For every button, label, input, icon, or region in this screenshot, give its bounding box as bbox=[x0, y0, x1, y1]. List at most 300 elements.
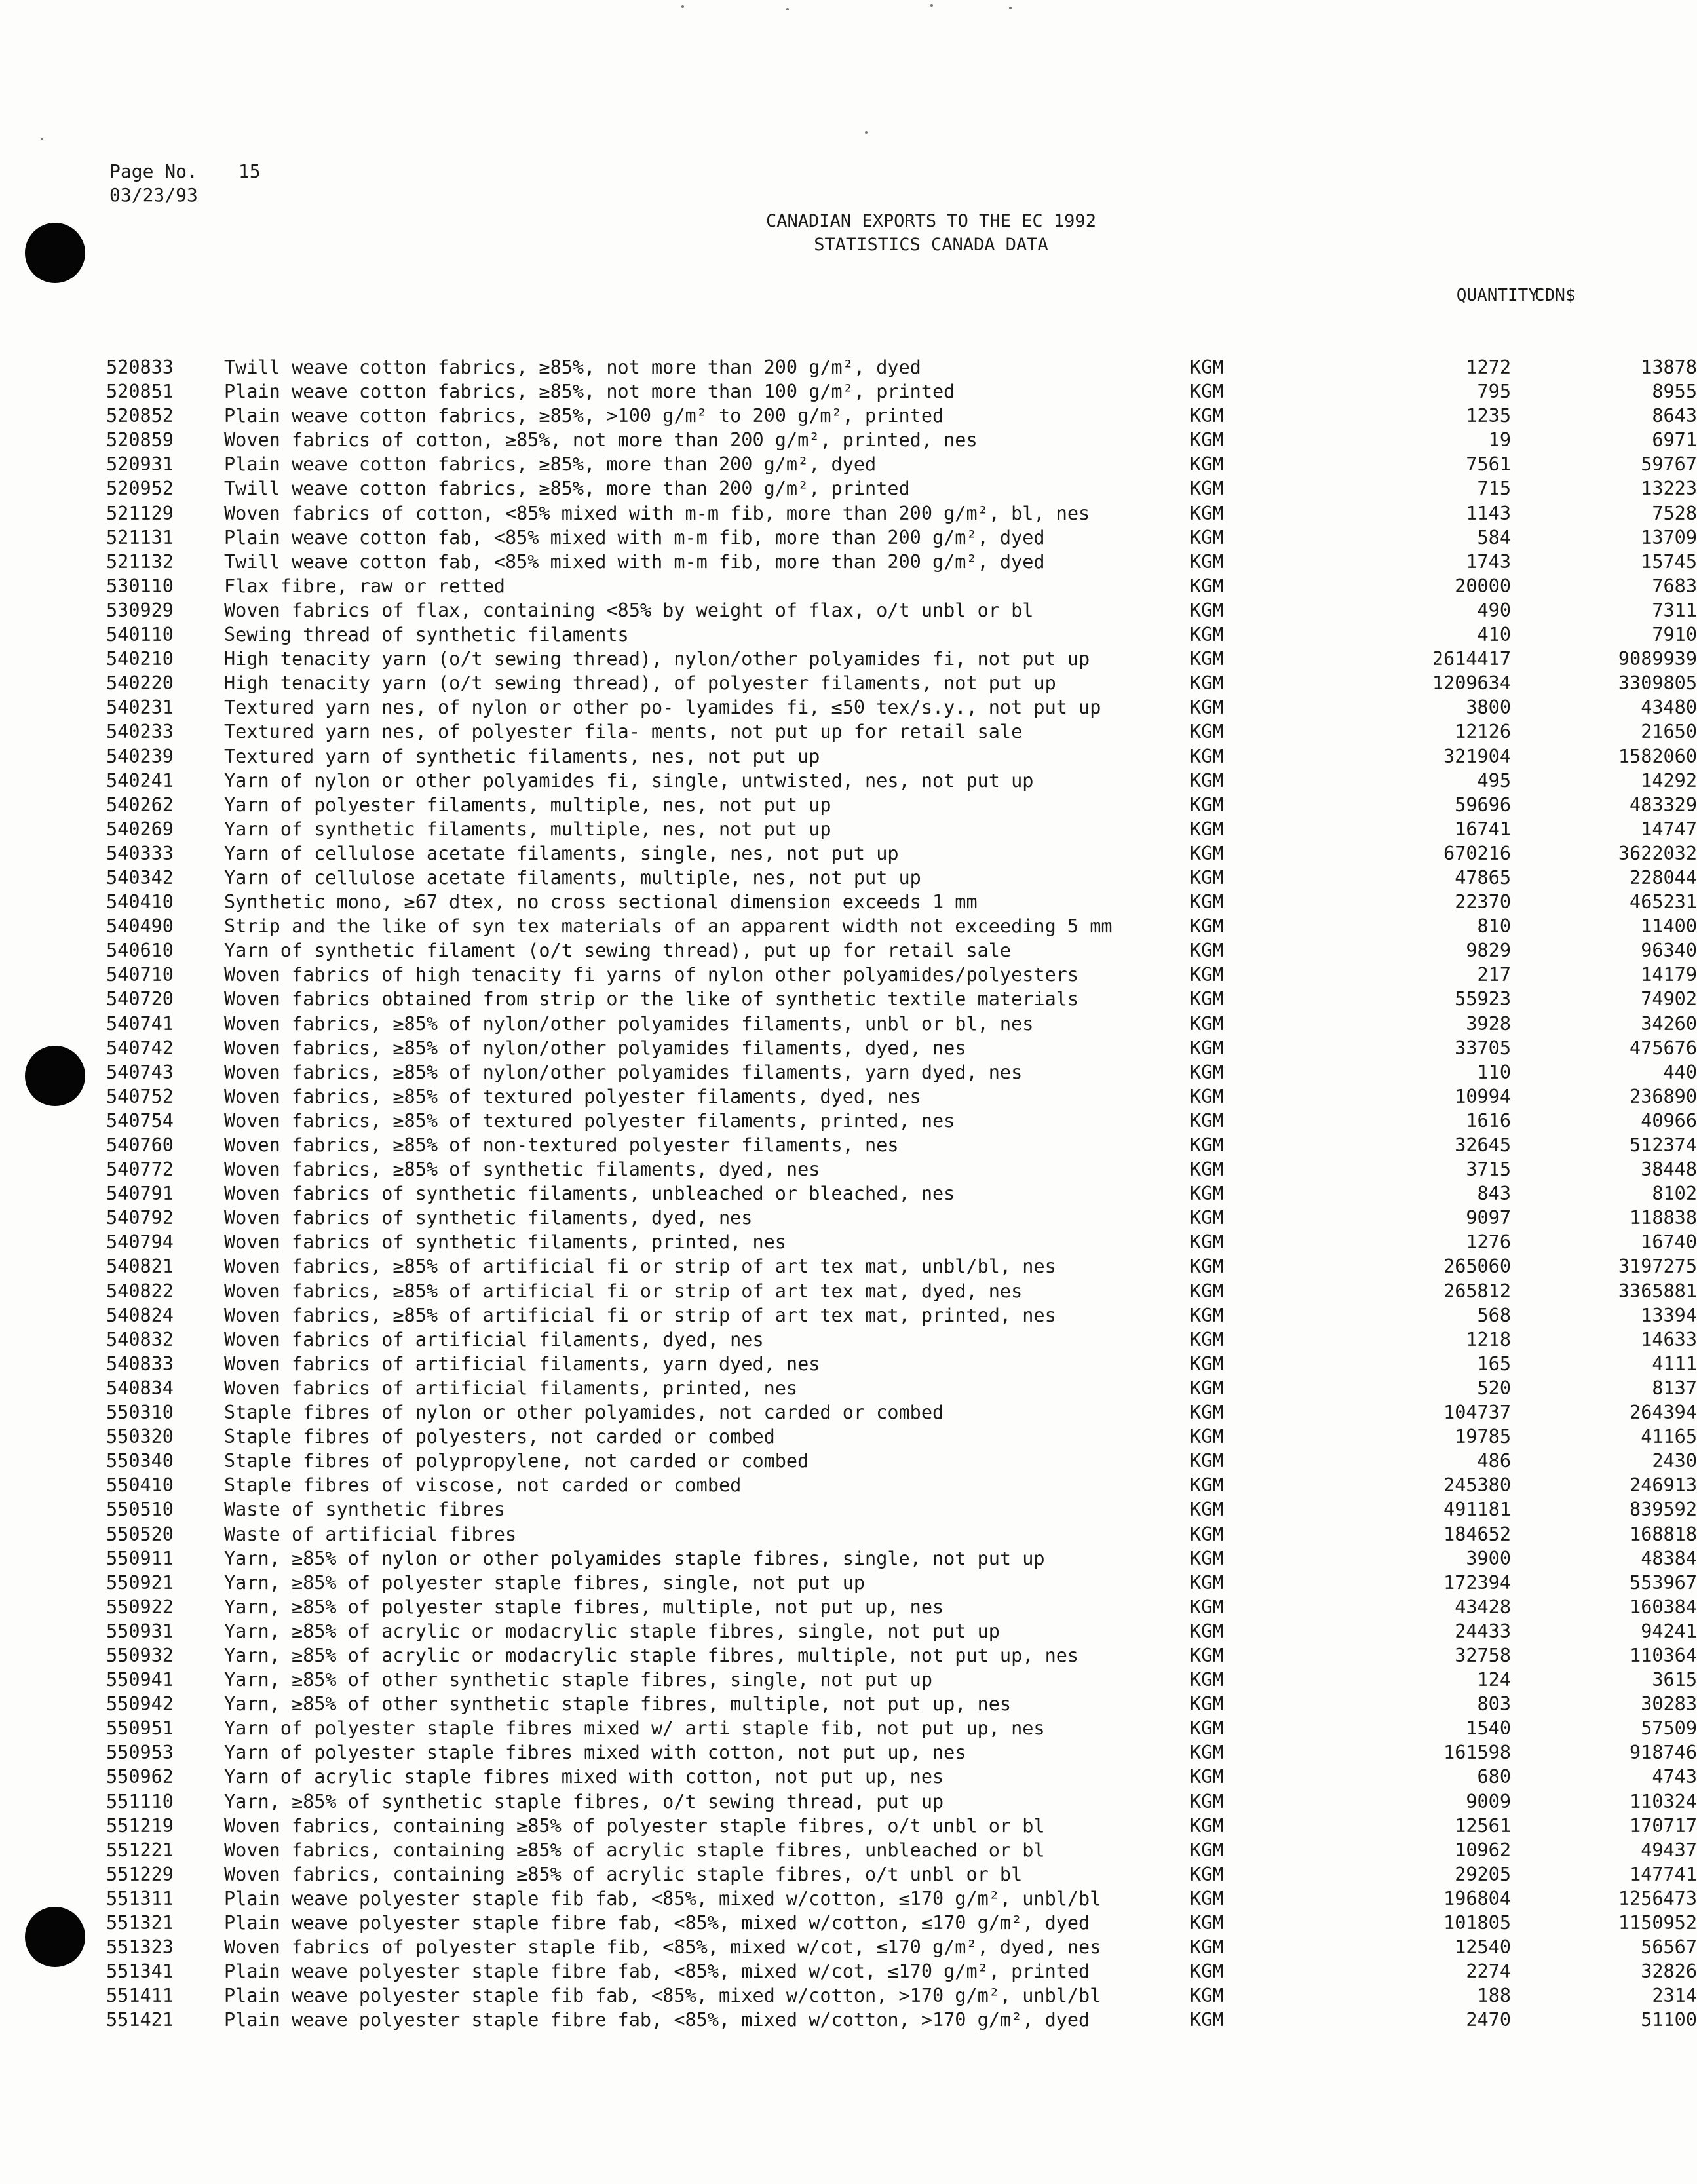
cdn-value: 118838 bbox=[1630, 1207, 1697, 1229]
quantity-value: 321904 bbox=[1443, 745, 1511, 767]
commodity-description: Woven fabrics, ≥85% of textured polyester filaments, dyed, nes bbox=[224, 1085, 921, 1107]
commodity-description: Yarn of polyester staple fibres mixed with cotton, not put up, nes bbox=[224, 1742, 966, 1764]
commodity-code: 551221 bbox=[106, 1839, 174, 1861]
commodity-code: 550310 bbox=[106, 1402, 174, 1424]
cdn-value: 110364 bbox=[1630, 1644, 1697, 1666]
quantity-value: 680 bbox=[1477, 1766, 1511, 1788]
quantity-value: 55923 bbox=[1455, 988, 1511, 1010]
unit-of-measure: KGM bbox=[1190, 429, 1224, 451]
unit-of-measure: KGM bbox=[1190, 1207, 1224, 1229]
unit-of-measure: KGM bbox=[1190, 453, 1224, 476]
commodity-description: Plain weave cotton fab, <85% mixed with m-m fib, more than 200 g/m², dyed bbox=[224, 526, 1045, 548]
unit-of-measure: KGM bbox=[1190, 745, 1224, 767]
cdn-value: 465231 bbox=[1630, 891, 1697, 913]
report-subtitle: STATISTICS CANADA DATA bbox=[814, 235, 1048, 255]
commodity-code: 520833 bbox=[106, 356, 174, 378]
unit-of-measure: KGM bbox=[1190, 599, 1224, 621]
commodity-description: Yarn, ≥85% of acrylic or modacrylic staple fibres, multiple, not put up, nes bbox=[224, 1644, 1079, 1666]
quantity-value: 12561 bbox=[1455, 1814, 1511, 1837]
cdn-value: 3197275 bbox=[1618, 1255, 1697, 1278]
table-row bbox=[98, 1012, 1697, 1036]
cdn-value: 51100 bbox=[1641, 2009, 1697, 2031]
page-info bbox=[109, 160, 261, 207]
quantity-value: 172394 bbox=[1443, 1571, 1511, 1594]
commodity-description: Yarn of polyester staple fibres mixed w/ arti staple fib, not put up, nes bbox=[224, 1717, 1045, 1740]
commodity-description: Strip and the like of syn tex materials of an apparent width not exceeding 5 mm bbox=[224, 915, 1113, 938]
commodity-code: 540772 bbox=[106, 1159, 174, 1181]
cdn-value: 34260 bbox=[1641, 1012, 1697, 1035]
quantity-value: 9097 bbox=[1466, 1207, 1511, 1229]
unit-of-measure: KGM bbox=[1190, 1474, 1224, 1497]
table-row bbox=[98, 817, 1697, 841]
unit-of-measure: KGM bbox=[1190, 1499, 1224, 1521]
quantity-value: 101805 bbox=[1443, 1912, 1511, 1934]
cdn-value: 32826 bbox=[1641, 1961, 1697, 1983]
commodity-description: Yarn, ≥85% of synthetic staple fibres, o/t sewing thread, put up bbox=[224, 1790, 944, 1812]
commodity-code: 540342 bbox=[106, 866, 174, 889]
quantity-value: 245380 bbox=[1443, 1474, 1511, 1497]
unit-of-measure: KGM bbox=[1190, 648, 1224, 670]
table-row bbox=[98, 1303, 1697, 1328]
commodity-description: Textured yarn nes, of polyester fila- ments, not put up for retail sale bbox=[224, 721, 1023, 743]
cdn-value: 15745 bbox=[1641, 550, 1697, 573]
quantity-value: 217 bbox=[1477, 964, 1511, 986]
commodity-code: 550911 bbox=[106, 1547, 174, 1569]
cdn-value: 14292 bbox=[1641, 769, 1697, 792]
commodity-description: Yarn, ≥85% of other synthetic staple fibres, multiple, not put up, nes bbox=[224, 1693, 1012, 1715]
table-row bbox=[98, 1497, 1697, 1522]
cdn-value: 94241 bbox=[1641, 1620, 1697, 1642]
commodity-description: Plain weave cotton fabrics, ≥85%, more than 200 g/m², dyed bbox=[224, 453, 877, 476]
unit-of-measure: KGM bbox=[1190, 1159, 1224, 1181]
commodity-description: Sewing thread of synthetic filaments bbox=[224, 624, 629, 646]
cdn-value: 3365881 bbox=[1618, 1280, 1697, 1302]
quantity-value: 1209634 bbox=[1432, 672, 1511, 695]
commodity-description: Yarn, ≥85% of acrylic or modacrylic staple fibres, single, not put up bbox=[224, 1620, 1000, 1642]
unit-of-measure: KGM bbox=[1190, 1814, 1224, 1837]
cdn-value: 3309805 bbox=[1618, 672, 1697, 695]
table-row bbox=[98, 719, 1697, 744]
commodity-description: Yarn of cellulose acetate filaments, single, nes, not put up bbox=[224, 842, 899, 864]
unit-of-measure: KGM bbox=[1190, 1426, 1224, 1448]
commodity-code: 550921 bbox=[106, 1571, 174, 1594]
cdn-value: 440 bbox=[1663, 1061, 1697, 1083]
commodity-description: Yarn of synthetic filaments, multiple, nes, not put up bbox=[224, 818, 831, 840]
commodity-code: 540231 bbox=[106, 697, 174, 719]
commodity-description: Woven fabrics of high tenacity fi yarns of nylon other polyamides/polyesters bbox=[224, 964, 1079, 986]
unit-of-measure: KGM bbox=[1190, 721, 1224, 743]
commodity-code: 550941 bbox=[106, 1669, 174, 1691]
cdn-value: 8102 bbox=[1652, 1183, 1697, 1205]
unit-of-measure: KGM bbox=[1190, 1402, 1224, 1424]
commodity-description: Waste of synthetic fibres bbox=[224, 1499, 505, 1521]
quantity-value: 10962 bbox=[1455, 1839, 1511, 1861]
cdn-value: 264394 bbox=[1630, 1402, 1697, 1424]
commodity-description: Woven fabrics, ≥85% of textured polyester filaments, printed, nes bbox=[224, 1109, 955, 1132]
commodity-code: 540239 bbox=[106, 745, 174, 767]
cdn-value: 13709 bbox=[1641, 526, 1697, 548]
quantity-value: 491181 bbox=[1443, 1499, 1511, 1521]
commodity-description: Flax fibre, raw or retted bbox=[224, 575, 505, 597]
commodity-description: High tenacity yarn (o/t sewing thread), of polyester filaments, not put up bbox=[224, 672, 1056, 695]
quantity-value: 1540 bbox=[1466, 1717, 1511, 1740]
commodity-code: 520852 bbox=[106, 405, 174, 427]
commodity-code: 540752 bbox=[106, 1085, 174, 1107]
commodity-description: Woven fabrics, ≥85% of non-textured polyester filaments, nes bbox=[224, 1134, 899, 1156]
table-row bbox=[98, 476, 1697, 501]
commodity-code: 540743 bbox=[106, 1061, 174, 1083]
commodity-code: 540269 bbox=[106, 818, 174, 840]
commodity-code: 540791 bbox=[106, 1183, 174, 1205]
commodity-description: Yarn, ≥85% of polyester staple fibres, single, not put up bbox=[224, 1571, 866, 1594]
commodity-description: Yarn, ≥85% of nylon or other polyamides staple fibres, single, not put up bbox=[224, 1547, 1045, 1569]
unit-of-measure: KGM bbox=[1190, 1644, 1224, 1666]
commodity-description: Woven fabrics of synthetic filaments, dyed, nes bbox=[224, 1207, 753, 1229]
table-row bbox=[98, 793, 1697, 817]
cdn-value: 246913 bbox=[1630, 1474, 1697, 1497]
quantity-value: 22370 bbox=[1455, 891, 1511, 913]
quantity-value: 265060 bbox=[1443, 1255, 1511, 1278]
table-row bbox=[98, 1546, 1697, 1571]
report-title: CANADIAN EXPORTS TO THE EC 1992 bbox=[766, 211, 1096, 231]
quantity-value: 1272 bbox=[1466, 356, 1511, 378]
quantity-value: 1143 bbox=[1466, 502, 1511, 524]
unit-of-measure: KGM bbox=[1190, 1887, 1224, 1909]
cdn-value: 110324 bbox=[1630, 1790, 1697, 1812]
quantity-value: 3800 bbox=[1466, 697, 1511, 719]
cdn-value: 21650 bbox=[1641, 721, 1697, 743]
quantity-value: 12540 bbox=[1455, 1936, 1511, 1959]
cdn-value: 839592 bbox=[1630, 1499, 1697, 1521]
quantity-value: 3928 bbox=[1466, 1012, 1511, 1035]
cdn-value: 512374 bbox=[1630, 1134, 1697, 1156]
commodity-code: 521129 bbox=[106, 502, 174, 524]
table-row bbox=[98, 1692, 1697, 1716]
cdn-value: 13878 bbox=[1641, 356, 1697, 378]
scan-speck bbox=[786, 8, 789, 10]
table-row bbox=[98, 671, 1697, 695]
quantity-value: 32758 bbox=[1455, 1644, 1511, 1666]
quantity-value: 1218 bbox=[1466, 1328, 1511, 1351]
commodity-code: 550931 bbox=[106, 1620, 174, 1642]
unit-of-measure: KGM bbox=[1190, 1523, 1224, 1545]
table-row bbox=[98, 987, 1697, 1011]
commodity-code: 551341 bbox=[106, 1961, 174, 1983]
quantity-value: 520 bbox=[1477, 1377, 1511, 1399]
commodity-code: 520952 bbox=[106, 478, 174, 500]
commodity-description: Waste of artificial fibres bbox=[224, 1523, 517, 1545]
quantity-value: 165 bbox=[1477, 1352, 1511, 1375]
cdn-value: 147741 bbox=[1630, 1863, 1697, 1885]
unit-of-measure: KGM bbox=[1190, 1085, 1224, 1107]
commodity-description: Woven fabrics, ≥85% of nylon/other polyamides filaments, yarn dyed, nes bbox=[224, 1061, 1023, 1083]
quantity-value: 1616 bbox=[1466, 1109, 1511, 1132]
quantity-value: 1743 bbox=[1466, 550, 1511, 573]
cdn-value: 11400 bbox=[1641, 915, 1697, 938]
commodity-description: Plain weave cotton fabrics, ≥85%, not more than 100 g/m², printed bbox=[224, 381, 955, 403]
unit-of-measure: KGM bbox=[1190, 1839, 1224, 1861]
quantity-value: 486 bbox=[1477, 1450, 1511, 1472]
unit-of-measure: KGM bbox=[1190, 1766, 1224, 1788]
unit-of-measure: KGM bbox=[1190, 1742, 1224, 1764]
commodity-description: Woven fabrics of cotton, ≥85%, not more than 200 g/m², printed, nes bbox=[224, 429, 978, 451]
table-row bbox=[98, 841, 1697, 866]
commodity-code: 551219 bbox=[106, 1814, 174, 1837]
commodity-description: Woven fabrics of artificial filaments, printed, nes bbox=[224, 1377, 798, 1399]
quantity-value: 47865 bbox=[1455, 866, 1511, 889]
scan-speck bbox=[865, 131, 868, 134]
table-row bbox=[98, 866, 1697, 890]
cdn-value: 9089939 bbox=[1618, 648, 1697, 670]
cdn-value: 918746 bbox=[1630, 1742, 1697, 1764]
commodity-description: High tenacity yarn (o/t sewing thread), nylon/other polyamides fi, not put up bbox=[224, 648, 1090, 670]
table-row bbox=[98, 1814, 1697, 1838]
table-row bbox=[98, 2008, 1697, 2032]
table-row bbox=[98, 1157, 1697, 1181]
table-row bbox=[98, 452, 1697, 476]
commodity-code: 550951 bbox=[106, 1717, 174, 1740]
quantity-value: 19 bbox=[1488, 429, 1511, 451]
unit-of-measure: KGM bbox=[1190, 866, 1224, 889]
commodity-code: 540824 bbox=[106, 1304, 174, 1326]
quantity-value: 3715 bbox=[1466, 1159, 1511, 1181]
cdn-value: 13394 bbox=[1641, 1304, 1697, 1326]
cdn-value: 59767 bbox=[1641, 453, 1697, 476]
commodity-code: 540833 bbox=[106, 1352, 174, 1375]
commodity-description: Woven fabrics, ≥85% of artificial fi or strip of art tex mat, unbl/bl, nes bbox=[224, 1255, 1056, 1278]
commodity-description: Woven fabrics, ≥85% of synthetic filaments, dyed, nes bbox=[224, 1159, 820, 1181]
table-row bbox=[98, 1133, 1697, 1157]
cdn-value: 57509 bbox=[1641, 1717, 1697, 1740]
table-row bbox=[98, 1522, 1697, 1546]
commodity-description: Woven fabrics, ≥85% of artificial fi or strip of art tex mat, dyed, nes bbox=[224, 1280, 1023, 1302]
table-row bbox=[98, 355, 1697, 379]
table-row bbox=[98, 598, 1697, 623]
commodity-code: 550942 bbox=[106, 1693, 174, 1715]
table-row bbox=[98, 1060, 1697, 1084]
punch-hole-bottom bbox=[25, 1907, 85, 1967]
quantity-value: 10994 bbox=[1455, 1085, 1511, 1107]
quantity-value: 124 bbox=[1477, 1669, 1511, 1691]
table-row bbox=[98, 1862, 1697, 1887]
commodity-description: Plain weave cotton fabrics, ≥85%, >100 g/m² to 200 g/m², printed bbox=[224, 405, 944, 427]
cdn-value: 1256473 bbox=[1618, 1887, 1697, 1909]
table-row bbox=[98, 1887, 1697, 1911]
quantity-value: 670216 bbox=[1443, 842, 1511, 864]
table-row bbox=[98, 890, 1697, 914]
commodity-description: Woven fabrics of artificial filaments, dyed, nes bbox=[224, 1328, 764, 1351]
cdn-value: 7528 bbox=[1652, 502, 1697, 524]
cdn-value: 2430 bbox=[1652, 1450, 1697, 1472]
quantity-value: 1276 bbox=[1466, 1231, 1511, 1254]
unit-of-measure: KGM bbox=[1190, 624, 1224, 646]
cdn-value: 41165 bbox=[1641, 1426, 1697, 1448]
quantity-value: 19785 bbox=[1455, 1426, 1511, 1448]
table-row bbox=[98, 1254, 1697, 1278]
commodity-code: 551323 bbox=[106, 1936, 174, 1959]
commodity-code: 540710 bbox=[106, 964, 174, 986]
cdn-value: 3622032 bbox=[1618, 842, 1697, 864]
quantity-value: 9829 bbox=[1466, 940, 1511, 962]
commodity-description: Plain weave polyester staple fibre fab, <85%, mixed w/cot, ≤170 g/m², printed bbox=[224, 1961, 1090, 1983]
commodity-code: 550932 bbox=[106, 1644, 174, 1666]
cdn-value: 56567 bbox=[1641, 1936, 1697, 1959]
unit-of-measure: KGM bbox=[1190, 842, 1224, 864]
unit-of-measure: KGM bbox=[1190, 1961, 1224, 1983]
commodity-description: Woven fabrics, ≥85% of artificial fi or strip of art tex mat, printed, nes bbox=[224, 1304, 1056, 1326]
table-row bbox=[98, 1959, 1697, 1983]
commodity-description: Staple fibres of polypropylene, not carded or combed bbox=[224, 1450, 809, 1472]
commodity-code: 551321 bbox=[106, 1912, 174, 1934]
unit-of-measure: KGM bbox=[1190, 1352, 1224, 1375]
cdn-value: 1150952 bbox=[1618, 1912, 1697, 1934]
table-row bbox=[98, 1668, 1697, 1692]
cdn-value: 30283 bbox=[1641, 1693, 1697, 1715]
unit-of-measure: KGM bbox=[1190, 1620, 1224, 1642]
commodity-code: 551229 bbox=[106, 1863, 174, 1885]
cdn-value: 6971 bbox=[1652, 429, 1697, 451]
unit-of-measure: KGM bbox=[1190, 915, 1224, 938]
unit-of-measure: KGM bbox=[1190, 1109, 1224, 1132]
unit-of-measure: KGM bbox=[1190, 1183, 1224, 1205]
commodity-description: Woven fabrics of synthetic filaments, printed, nes bbox=[224, 1231, 786, 1254]
commodity-description: Woven fabrics, ≥85% of nylon/other polyamides filaments, unbl or bl, nes bbox=[224, 1012, 1034, 1035]
table-row bbox=[98, 550, 1697, 574]
commodity-code: 520931 bbox=[106, 453, 174, 476]
cdn-value: 38448 bbox=[1641, 1159, 1697, 1181]
commodity-code: 540110 bbox=[106, 624, 174, 646]
cdn-value: 7910 bbox=[1652, 624, 1697, 646]
page-number-line bbox=[109, 160, 261, 183]
commodity-code: 540720 bbox=[106, 988, 174, 1010]
commodity-code: 540822 bbox=[106, 1280, 174, 1302]
cdn-value: 14633 bbox=[1641, 1328, 1697, 1351]
quantity-value: 24433 bbox=[1455, 1620, 1511, 1642]
commodity-code: 550922 bbox=[106, 1596, 174, 1618]
cdn-value: 160384 bbox=[1630, 1596, 1697, 1618]
unit-of-measure: KGM bbox=[1190, 818, 1224, 840]
commodity-code: 550320 bbox=[106, 1426, 174, 1448]
table-row bbox=[98, 1571, 1697, 1595]
table-row bbox=[98, 1595, 1697, 1619]
table-row bbox=[98, 1716, 1697, 1740]
unit-of-measure: KGM bbox=[1190, 672, 1224, 695]
unit-of-measure: KGM bbox=[1190, 1790, 1224, 1812]
commodity-code: 540760 bbox=[106, 1134, 174, 1156]
commodity-description: Plain weave polyester staple fib fab, <85%, mixed w/cotton, >170 g/m², unbl/bl bbox=[224, 1985, 1101, 2007]
table-row bbox=[98, 1328, 1697, 1352]
unit-of-measure: KGM bbox=[1190, 1936, 1224, 1959]
commodity-code: 550410 bbox=[106, 1474, 174, 1497]
cdn-value: 228044 bbox=[1630, 866, 1697, 889]
commodity-description: Twill weave cotton fabrics, ≥85%, more than 200 g/m², printed bbox=[224, 478, 910, 500]
commodity-description: Woven fabrics of flax, containing <85% by weight of flax, o/t unbl or bl bbox=[224, 599, 1034, 621]
commodity-code: 540233 bbox=[106, 721, 174, 743]
unit-of-measure: KGM bbox=[1190, 1280, 1224, 1302]
quantity-value: 495 bbox=[1477, 769, 1511, 792]
commodity-description: Plain weave polyester staple fibre fab, <85%, mixed w/cotton, ≤170 g/m², dyed bbox=[224, 1912, 1090, 1934]
table-row bbox=[98, 1935, 1697, 1959]
table-row bbox=[98, 1765, 1697, 1789]
commodity-description: Woven fabrics obtained from strip or the like of synthetic textile materials bbox=[224, 988, 1079, 1010]
unit-of-measure: KGM bbox=[1190, 1061, 1224, 1083]
cdn-value: 4111 bbox=[1652, 1352, 1697, 1375]
quantity-value: 410 bbox=[1477, 624, 1511, 646]
unit-of-measure: KGM bbox=[1190, 891, 1224, 913]
table-row bbox=[98, 1109, 1697, 1133]
commodity-description: Woven fabrics, containing ≥85% of acrylic staple fibres, unbleached or bl bbox=[224, 1839, 1045, 1861]
cdn-value: 96340 bbox=[1641, 940, 1697, 962]
commodity-code: 551421 bbox=[106, 2009, 174, 2031]
commodity-code: 540490 bbox=[106, 915, 174, 938]
commodity-code: 530929 bbox=[106, 599, 174, 621]
quantity-value: 843 bbox=[1477, 1183, 1511, 1205]
commodity-description: Twill weave cotton fab, <85% mixed with m-m fib, more than 200 g/m², dyed bbox=[224, 550, 1045, 573]
quantity-value: 3900 bbox=[1466, 1547, 1511, 1569]
column-header-quantity: QUANTITY bbox=[1456, 286, 1538, 305]
unit-of-measure: KGM bbox=[1190, 1037, 1224, 1059]
commodity-description: Plain weave polyester staple fib fab, <85%, mixed w/cotton, ≤170 g/m², unbl/bl bbox=[224, 1887, 1101, 1909]
commodity-description: Yarn of cellulose acetate filaments, multiple, nes, not put up bbox=[224, 866, 921, 889]
commodity-code: 550510 bbox=[106, 1499, 174, 1521]
scan-speck bbox=[1009, 7, 1012, 9]
scan-speck bbox=[930, 4, 933, 7]
commodity-code: 520851 bbox=[106, 381, 174, 403]
table-row bbox=[98, 1740, 1697, 1765]
cdn-value: 8643 bbox=[1652, 405, 1697, 427]
scan-speck bbox=[681, 5, 684, 8]
unit-of-measure: KGM bbox=[1190, 1231, 1224, 1254]
unit-of-measure: KGM bbox=[1190, 1255, 1224, 1278]
cdn-value: 8137 bbox=[1652, 1377, 1697, 1399]
commodity-description: Yarn, ≥85% of other synthetic staple fibres, single, not put up bbox=[224, 1669, 932, 1691]
unit-of-measure: KGM bbox=[1190, 697, 1224, 719]
unit-of-measure: KGM bbox=[1190, 1012, 1224, 1035]
table-row bbox=[98, 574, 1697, 598]
table-row bbox=[98, 404, 1697, 428]
commodity-description: Plain weave polyester staple fibre fab, <85%, mixed w/cotton, >170 g/m², dyed bbox=[224, 2009, 1090, 2031]
quantity-value: 184652 bbox=[1443, 1523, 1511, 1545]
cdn-value: 553967 bbox=[1630, 1571, 1697, 1594]
cdn-value: 14179 bbox=[1641, 964, 1697, 986]
unit-of-measure: KGM bbox=[1190, 1304, 1224, 1326]
table-row bbox=[98, 1181, 1697, 1206]
cdn-value: 170717 bbox=[1630, 1814, 1697, 1837]
quantity-value: 110 bbox=[1477, 1061, 1511, 1083]
commodity-description: Textured yarn of synthetic filaments, nes, not put up bbox=[224, 745, 820, 767]
table-row bbox=[98, 1473, 1697, 1497]
unit-of-measure: KGM bbox=[1190, 1596, 1224, 1618]
commodity-code: 550520 bbox=[106, 1523, 174, 1545]
quantity-value: 1235 bbox=[1466, 405, 1511, 427]
unit-of-measure: KGM bbox=[1190, 1547, 1224, 1569]
commodity-description: Textured yarn nes, of nylon or other po- lyamides fi, ≤50 tex/s.y., not put up bbox=[224, 697, 1101, 719]
cdn-value: 168818 bbox=[1630, 1523, 1697, 1545]
table-row bbox=[98, 769, 1697, 793]
quantity-value: 265812 bbox=[1443, 1280, 1511, 1302]
cdn-value: 8955 bbox=[1652, 381, 1697, 403]
column-header-value: CDN$ bbox=[1535, 286, 1576, 305]
commodity-description: Twill weave cotton fabrics, ≥85%, not more than 200 g/m², dyed bbox=[224, 356, 921, 378]
quantity-value: 104737 bbox=[1443, 1402, 1511, 1424]
cdn-value: 43480 bbox=[1641, 697, 1697, 719]
commodity-code: 540262 bbox=[106, 794, 174, 816]
commodity-description: Woven fabrics of synthetic filaments, unbleached or bleached, nes bbox=[224, 1183, 955, 1205]
quantity-value: 715 bbox=[1477, 478, 1511, 500]
unit-of-measure: KGM bbox=[1190, 1134, 1224, 1156]
quantity-value: 2470 bbox=[1466, 2009, 1511, 2031]
cdn-value: 16740 bbox=[1641, 1231, 1697, 1254]
